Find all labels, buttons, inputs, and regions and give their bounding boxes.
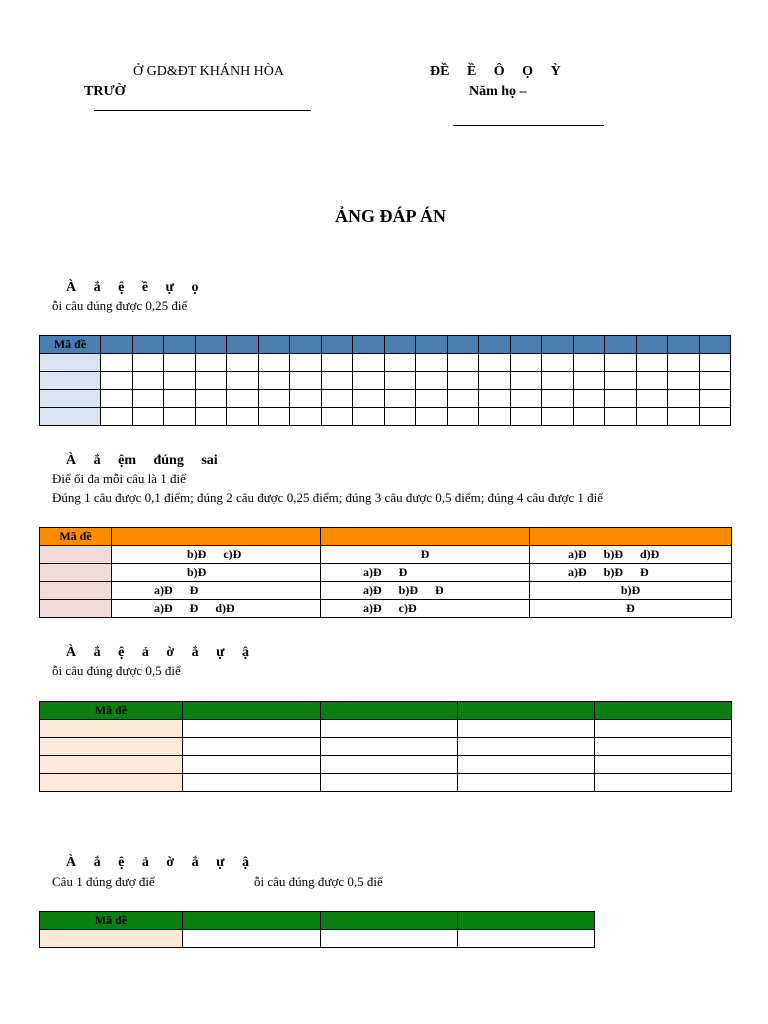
answer-cell — [384, 390, 416, 408]
answer-cell — [227, 354, 259, 372]
answer-cell — [479, 408, 511, 426]
section1-header-cell — [290, 336, 322, 354]
section1-header-code: Mã đề — [40, 336, 101, 354]
answer-cell — [227, 408, 259, 426]
table-row — [40, 564, 732, 582]
section2-note1: Điể ối đa mỗi câu là 1 điể — [52, 471, 186, 486]
section4-heading: À ắ ệ ả ờ ắ ự ậ — [66, 855, 249, 870]
answer-cell: a)Đ Đ — [321, 564, 530, 582]
section4-header-row — [40, 912, 595, 930]
answer-cell: Đ — [321, 546, 530, 564]
answer-cell — [101, 408, 133, 426]
answer-cell — [321, 756, 458, 774]
answer-cell — [416, 408, 448, 426]
table-row — [40, 720, 732, 738]
answer-cell — [542, 354, 574, 372]
answer-cell — [183, 738, 321, 756]
answer-cell — [605, 354, 637, 372]
answer-cell — [164, 390, 196, 408]
answer-cell — [183, 930, 321, 948]
answer-cell — [699, 390, 731, 408]
section3-header-row — [40, 702, 732, 720]
answer-cell — [321, 738, 458, 756]
answer-cell: b)Đ — [112, 564, 321, 582]
answer-cell — [595, 720, 732, 738]
answer-cell — [183, 756, 321, 774]
table-row — [40, 408, 731, 426]
answer-cell — [195, 408, 227, 426]
answer-cell — [195, 390, 227, 408]
section3-heading: À ắ ệ ả ờ ắ ự ậ — [66, 645, 249, 660]
answer-cell — [101, 372, 133, 390]
section1-header-cell — [636, 336, 668, 354]
answer-cell: a)Đ Đ d)Đ — [112, 600, 321, 618]
answer-cell — [416, 390, 448, 408]
section1-code-cell — [40, 354, 101, 372]
exam-title: ĐỀ Ề Ô Ọ Ỳ — [430, 64, 561, 79]
answer-cell — [227, 372, 259, 390]
answer-cell — [321, 372, 353, 390]
section1-code-cell — [40, 372, 101, 390]
section1-header-cell — [164, 336, 196, 354]
section4-header-cell — [458, 912, 595, 930]
section1-header-cell — [510, 336, 542, 354]
section4-table — [39, 911, 595, 948]
answer-cell — [573, 390, 605, 408]
section2-heading: À ắ ệm đúng sai — [66, 453, 218, 468]
answer-cell — [542, 390, 574, 408]
answer-cell — [384, 408, 416, 426]
section2-header-code: Mã đề — [40, 528, 112, 546]
answer-cell — [353, 408, 385, 426]
answer-cell — [447, 372, 479, 390]
table-row — [40, 390, 731, 408]
answer-cell — [321, 774, 458, 792]
section1-header-cell — [101, 336, 133, 354]
answer-cell — [416, 354, 448, 372]
answer-cell — [605, 408, 637, 426]
answer-cell: a)Đ b)Đ Đ — [530, 564, 732, 582]
answer-cell — [183, 774, 321, 792]
answer-cell — [458, 774, 595, 792]
section1-header-cell — [353, 336, 385, 354]
answer-cell: Đ — [530, 600, 732, 618]
answer-cell — [164, 354, 196, 372]
section1-header-row — [40, 336, 731, 354]
section1-header-cell — [542, 336, 574, 354]
answer-cell — [595, 756, 732, 774]
section3-code-cell — [40, 720, 183, 738]
table-row — [40, 546, 732, 564]
section1-table — [39, 335, 731, 426]
section1-header-cell — [258, 336, 290, 354]
table-row — [40, 756, 732, 774]
school-underline — [94, 110, 311, 111]
answer-cell — [132, 390, 164, 408]
section3-code-cell — [40, 774, 183, 792]
answer-cell: a)Đ Đ — [112, 582, 321, 600]
section2-code-cell — [40, 546, 112, 564]
section4-note-a: Câu 1 đúng đượ điể — [52, 874, 155, 889]
answer-cell — [132, 372, 164, 390]
school-year: Năm họ – — [469, 84, 527, 99]
answer-cell — [321, 408, 353, 426]
section2-code-cell — [40, 564, 112, 582]
answer-cell — [668, 408, 700, 426]
answer-cell — [605, 372, 637, 390]
section3-code-cell — [40, 738, 183, 756]
section4-header-code: Mã đề — [40, 912, 183, 930]
answer-cell — [595, 738, 732, 756]
section1-header-cell — [699, 336, 731, 354]
table-row — [40, 582, 732, 600]
section2-code-cell — [40, 600, 112, 618]
answer-cell — [258, 408, 290, 426]
answer-cell — [353, 372, 385, 390]
answer-cell — [384, 372, 416, 390]
answer-cell — [321, 354, 353, 372]
answer-cell — [132, 408, 164, 426]
table-row — [40, 774, 732, 792]
answer-cell — [636, 408, 668, 426]
answer-cell — [699, 408, 731, 426]
section1-header-cell — [132, 336, 164, 354]
answer-cell — [321, 720, 458, 738]
answer-cell: a)Đ b)Đ d)Đ — [530, 546, 732, 564]
answer-cell — [164, 408, 196, 426]
table-row — [40, 354, 731, 372]
answer-cell: a)Đ c)Đ — [321, 600, 530, 618]
answer-cell — [699, 372, 731, 390]
section1-code-cell — [40, 408, 101, 426]
answer-cell — [510, 408, 542, 426]
table-row — [40, 930, 595, 948]
answer-cell — [542, 372, 574, 390]
answer-cell — [447, 354, 479, 372]
section2-note2: Đúng 1 câu được 0,1 điểm; đúng 2 câu được 0,25 điểm; đúng 3 câu được 0,5 điểm; đúng 4 câu được 1 điể — [52, 490, 604, 505]
section1-header-cell — [227, 336, 259, 354]
page-title: ẢNG ĐÁP ÁN — [335, 206, 446, 226]
answer-cell — [416, 372, 448, 390]
answer-cell — [510, 390, 542, 408]
answer-cell — [384, 354, 416, 372]
section3-header-cell — [595, 702, 732, 720]
answer-cell — [479, 390, 511, 408]
answer-cell — [227, 390, 259, 408]
answer-cell — [164, 372, 196, 390]
section1-heading: À ắ ệ ề ự ọ — [66, 280, 199, 295]
answer-cell — [321, 390, 353, 408]
answer-cell — [195, 372, 227, 390]
answer-cell — [458, 738, 595, 756]
answer-cell — [573, 372, 605, 390]
answer-cell — [668, 354, 700, 372]
answer-cell — [447, 408, 479, 426]
answer-cell — [195, 354, 227, 372]
section1-header-cell — [605, 336, 637, 354]
section2-header-cell — [321, 528, 530, 546]
answer-cell — [290, 372, 322, 390]
section3-note: ỗi câu đúng được 0,5 điể — [52, 663, 181, 678]
answer-cell — [101, 390, 133, 408]
answer-cell — [510, 372, 542, 390]
answer-cell — [605, 390, 637, 408]
answer-cell — [183, 720, 321, 738]
answer-cell — [290, 408, 322, 426]
section4-code-cell — [40, 930, 183, 948]
answer-cell — [458, 930, 595, 948]
exam-underline — [453, 125, 604, 126]
section3-table — [39, 701, 732, 792]
answer-cell — [353, 390, 385, 408]
section2-code-cell — [40, 582, 112, 600]
answer-cell — [636, 390, 668, 408]
section3-header-code: Mã đề — [40, 702, 183, 720]
section1-header-cell — [668, 336, 700, 354]
answer-cell — [595, 774, 732, 792]
section3-header-cell — [321, 702, 458, 720]
section3-header-cell — [458, 702, 595, 720]
section1-note: ỗi câu đúng được 0,25 điể — [52, 298, 188, 313]
section1-code-cell — [40, 390, 101, 408]
answer-cell — [290, 354, 322, 372]
answer-cell — [510, 354, 542, 372]
answer-cell — [668, 390, 700, 408]
table-row — [40, 372, 731, 390]
answer-cell — [458, 756, 595, 774]
section2-header-cell — [530, 528, 732, 546]
answer-cell — [290, 390, 322, 408]
section1-header-cell — [195, 336, 227, 354]
answer-cell — [447, 390, 479, 408]
answer-cell — [668, 372, 700, 390]
section1-header-cell — [447, 336, 479, 354]
department-name: Ở GD&ĐT KHÁNH HÒA — [133, 64, 285, 79]
section1-header-cell — [384, 336, 416, 354]
section1-header-cell — [321, 336, 353, 354]
answer-cell — [258, 390, 290, 408]
answer-cell — [636, 354, 668, 372]
answer-cell — [479, 372, 511, 390]
section3-header-cell — [183, 702, 321, 720]
answer-cell — [636, 372, 668, 390]
answer-cell: b)Đ — [530, 582, 732, 600]
section2-table — [39, 527, 732, 618]
answer-cell — [321, 930, 458, 948]
answer-cell — [132, 354, 164, 372]
answer-cell — [258, 372, 290, 390]
section2-header-cell — [112, 528, 321, 546]
answer-cell — [258, 354, 290, 372]
section1-header-cell — [416, 336, 448, 354]
section4-header-cell — [321, 912, 458, 930]
section4-header-cell — [183, 912, 321, 930]
answer-cell — [353, 354, 385, 372]
section4-note-b: ỗi câu đúng được 0,5 điể — [254, 874, 383, 889]
school-name: TRƯỜ — [84, 84, 126, 99]
section2-header-row — [40, 528, 732, 546]
answer-cell — [573, 408, 605, 426]
answer-cell — [101, 354, 133, 372]
answer-cell: b)Đ c)Đ — [112, 546, 321, 564]
answer-cell — [699, 354, 731, 372]
answer-cell — [573, 354, 605, 372]
table-row — [40, 600, 732, 618]
answer-cell — [458, 720, 595, 738]
answer-cell — [479, 354, 511, 372]
table-row — [40, 738, 732, 756]
answer-cell: a)Đ b)Đ Đ — [321, 582, 530, 600]
section1-header-cell — [573, 336, 605, 354]
section3-code-cell — [40, 756, 183, 774]
section1-header-cell — [479, 336, 511, 354]
answer-cell — [542, 408, 574, 426]
